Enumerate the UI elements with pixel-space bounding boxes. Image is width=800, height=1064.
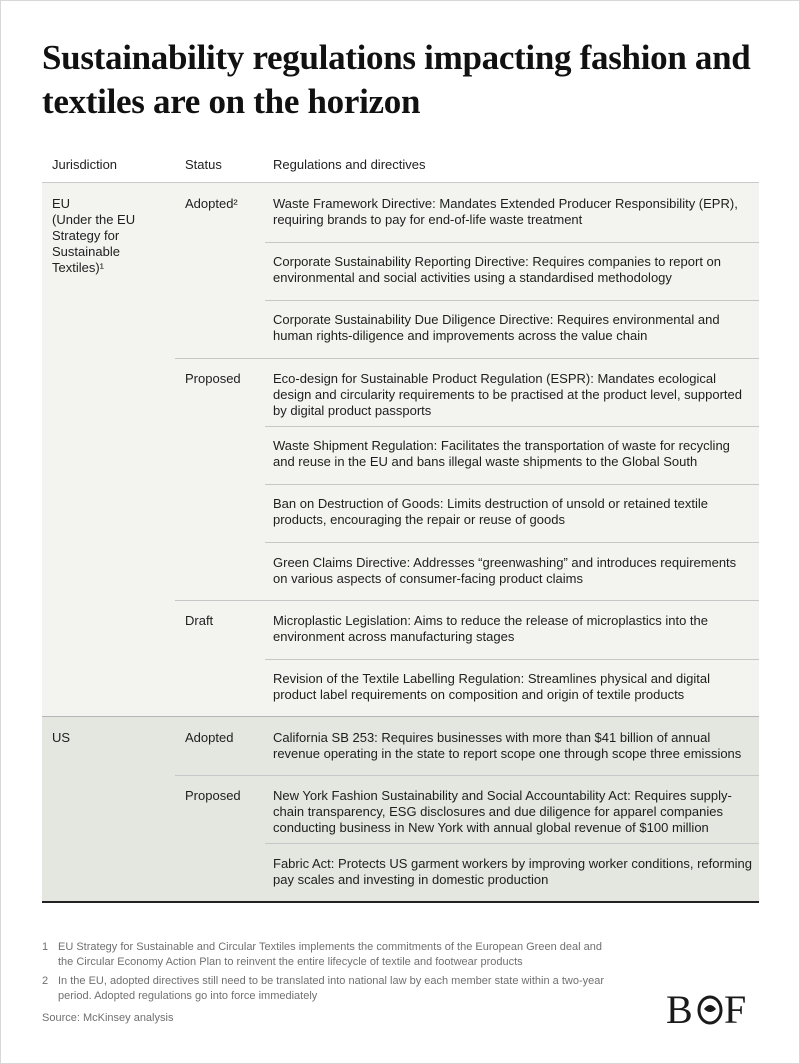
status-us-adopted: Adopted xyxy=(185,730,234,745)
regulation-item: California SB 253: Requires businesses with more than $41 billion of annual revenue operating in the state to report scope one through scope three emissions xyxy=(273,730,742,761)
footnote-number: 1 xyxy=(42,941,49,953)
footnote-number: 2 xyxy=(42,975,49,987)
regulation-item: Fabric Act: Protects US garment workers by improving worker conditions, reforming pay scales and investing in domestic production xyxy=(273,856,753,887)
row-divider xyxy=(265,542,759,543)
regulation-item: Corporate Sustainability Reporting Directive: Requires companies to report on environmental and social activities using a standardised methodology xyxy=(273,254,721,285)
regulation-item: Waste Framework Directive: Mandates Extended Producer Responsibility (EPR), requiring brands to pay for end-of-life waste treatment xyxy=(273,196,738,227)
bof-logo xyxy=(666,987,762,1029)
regulation-item: Green Claims Directive: Addresses “greenwashing” and introduces requirements on various aspects of consumer-facing product claims xyxy=(273,555,737,586)
regulation-item: Revision of the Textile Labelling Regulation: Streamlines physical and digital product label requirements on composition and origin of textile products xyxy=(273,671,710,702)
regulation-item: Ban on Destruction of Goods: Limits destruction of unsold or retained textile products, encouraging the repair or reuse of goods xyxy=(273,496,709,527)
source-note: Source: McKinsey analysis xyxy=(42,1012,174,1024)
column-header-status: Status xyxy=(185,157,222,172)
status-us-proposed: Proposed xyxy=(185,788,241,803)
regulation-item: Eco-design for Sustainable Product Regulation (ESPR): Mandates ecological design and circularity requirements to be practised at the product level, supported by digital product passports xyxy=(273,371,742,418)
jurisdiction-us xyxy=(52,730,162,746)
status-divider xyxy=(175,600,759,601)
status-eu-proposed: Proposed xyxy=(185,371,241,386)
page-title: Sustainability regulations impacting fashion and textiles are on the horizon xyxy=(42,38,751,121)
row-divider xyxy=(265,484,759,485)
status-divider xyxy=(175,775,759,776)
row-divider xyxy=(265,426,759,427)
column-header-regulations: Regulations and directives xyxy=(273,157,426,172)
regulation-item: Waste Shipment Regulation: Facilitates the transportation of waste for recycling and reuse in the EU and bans illegal waste shipments to the Global South xyxy=(273,438,730,469)
svg-text:F: F xyxy=(724,987,747,1029)
jurisdiction-name: US xyxy=(52,730,71,745)
row-divider xyxy=(265,242,759,243)
svg-text:B: B xyxy=(666,987,691,1029)
footnote-text: In the EU, adopted directives still need to be translated into national law by each member state within a two-year period. Adopted regulations go into force immediately xyxy=(58,975,605,1002)
row-divider xyxy=(265,843,759,844)
row-divider xyxy=(265,659,759,660)
status-eu-draft: Draft xyxy=(185,613,214,628)
status-eu-adopted: Adopted² xyxy=(185,196,238,211)
table-bottom-rule xyxy=(42,901,759,903)
regulation-item: Microplastic Legislation: Aims to reduce the release of microplastics into the environment across manufacturing stages xyxy=(273,613,708,644)
jurisdiction-name: EU xyxy=(52,196,71,211)
column-header-jurisdiction: Jurisdiction xyxy=(52,157,118,172)
jurisdiction-note: (Under the EU Strategy for Sustainable Textiles)¹ xyxy=(52,212,136,275)
status-divider xyxy=(175,358,759,359)
regulation-item: Corporate Sustainability Due Diligence Directive: Requires environmental and human rights-diligence and improvements across the value chain xyxy=(273,312,720,343)
row-divider xyxy=(265,300,759,301)
footnote-text: EU Strategy for Sustainable and Circular Textiles implements the commitments of the European Green deal and the Circular Economy Action Plan to reinvent the entire lifecycle of textile and footwear products xyxy=(58,941,602,968)
regulation-item: New York Fashion Sustainability and Social Accountability Act: Requires supply-chain transparency, ESG disclosures and due diligence for apparel companies conducting business in New York with annual global revenue of $100 million xyxy=(273,788,732,835)
jurisdiction-eu xyxy=(52,196,162,276)
